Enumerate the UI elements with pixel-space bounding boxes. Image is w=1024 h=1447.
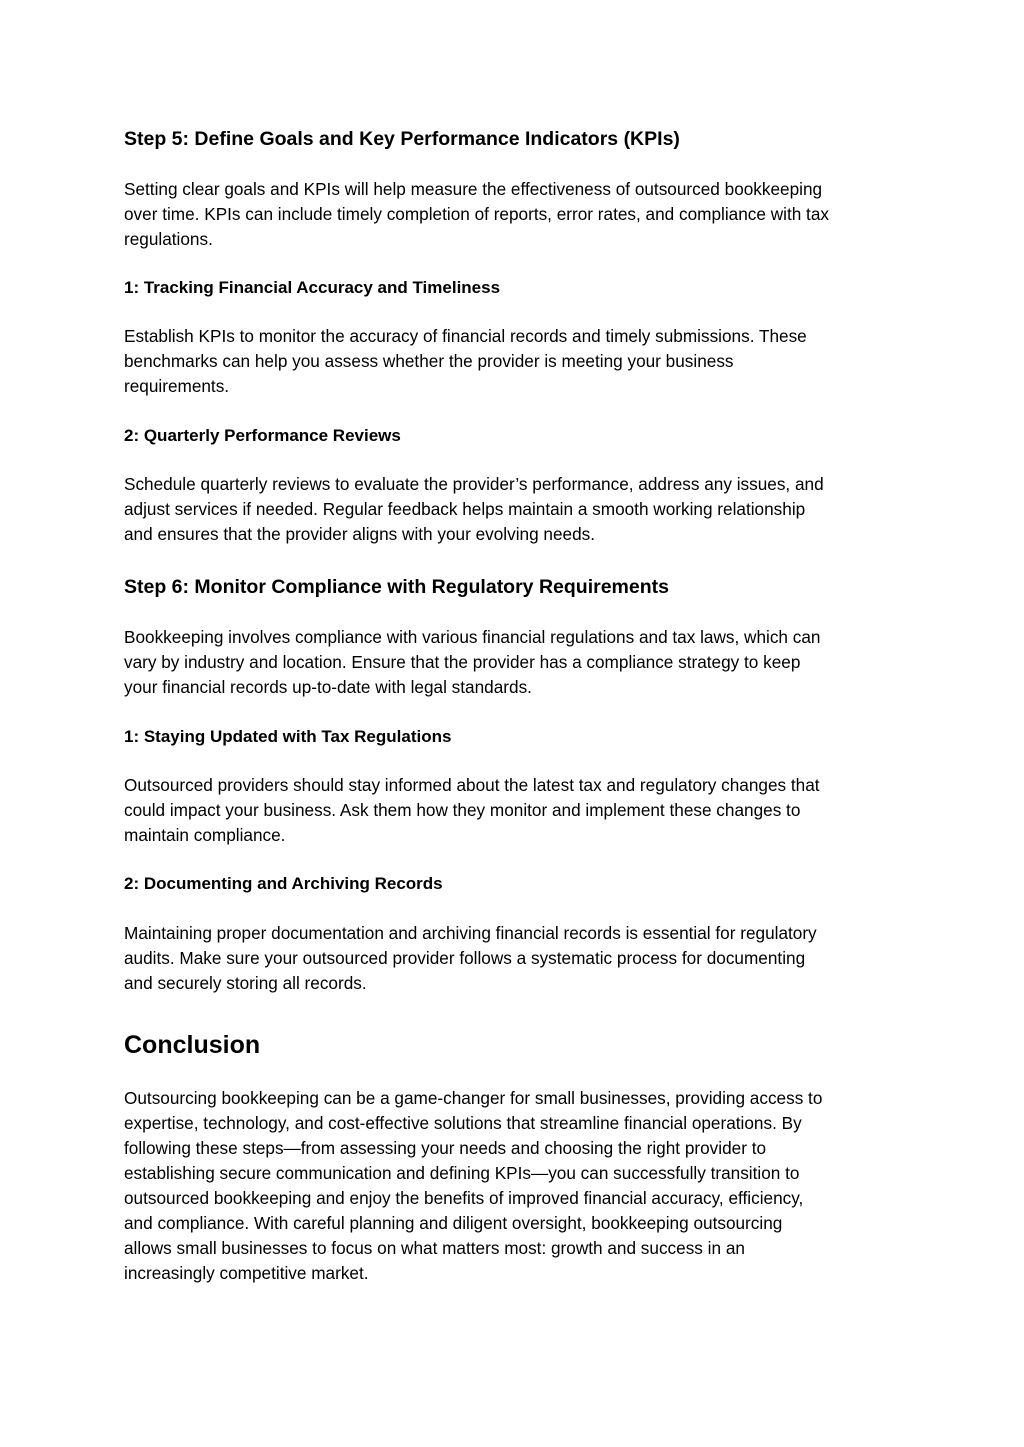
paragraph-line: expertise, technology, and cost-effective solutions that streamline financial operations. By — [124, 1113, 802, 1133]
conclusion-paragraph — [124, 1086, 904, 1286]
subsection-paragraph-archiving-records — [124, 921, 904, 996]
paragraph-line: maintain compliance. — [124, 825, 286, 845]
paragraph-line: and securely storing all records. — [124, 973, 367, 993]
section-paragraph-step-6 — [124, 625, 904, 700]
paragraph-line: could impact your business. Ask them how they monitor and implement these changes to — [124, 800, 801, 820]
subsection-paragraph-tracking-accuracy — [124, 324, 904, 399]
paragraph-line: Schedule quarterly reviews to evaluate the provider’s performance, address any issues, and — [124, 474, 824, 494]
paragraph-line: Maintaining proper documentation and archiving financial records is essential for regulatory — [124, 923, 817, 943]
section-paragraph-step-5 — [124, 177, 904, 252]
paragraph-line: regulations. — [124, 229, 213, 249]
subsection-heading-archiving-records: 2: Documenting and Archiving Records — [124, 874, 443, 893]
paragraph-line: Establish KPIs to monitor the accuracy of financial records and timely submissions. These — [124, 326, 807, 346]
section-heading-step-5: Step 5: Define Goals and Key Performance Indicators (KPIs) — [124, 128, 680, 150]
paragraph-line: Outsourced providers should stay informed about the latest tax and regulatory changes that — [124, 775, 820, 795]
paragraph-line: your financial records up-to-date with legal standards. — [124, 677, 532, 697]
paragraph-line: Bookkeeping involves compliance with various financial regulations and tax laws, which can — [124, 627, 821, 647]
subsection-heading-quarterly-reviews: 2: Quarterly Performance Reviews — [124, 426, 401, 445]
paragraph-line: and compliance. With careful planning and diligent oversight, bookkeeping outsourcing — [124, 1213, 783, 1233]
paragraph-line: and ensures that the provider aligns with your evolving needs. — [124, 524, 596, 544]
paragraph-line: benchmarks can help you assess whether the provider is meeting your business — [124, 351, 734, 371]
subsection-heading-tax-regulations: 1: Staying Updated with Tax Regulations — [124, 727, 452, 746]
paragraph-line: vary by industry and location. Ensure that the provider has a compliance strategy to keep — [124, 652, 801, 672]
paragraph-line: establishing secure communication and defining KPIs—you can successfully transition to — [124, 1163, 800, 1183]
paragraph-line: following these steps—from assessing your needs and choosing the right provider to — [124, 1138, 767, 1158]
section-heading-step-6: Step 6: Monitor Compliance with Regulatory Requirements — [124, 576, 669, 598]
paragraph-line: Outsourcing bookkeeping can be a game-changer for small businesses, providing access to — [124, 1088, 823, 1108]
subsection-paragraph-tax-regulations — [124, 773, 904, 848]
paragraph-line: adjust services if needed. Regular feedback helps maintain a smooth working relationship — [124, 499, 806, 519]
paragraph-line: audits. Make sure your outsourced provider follows a systematic process for documenting — [124, 948, 806, 968]
paragraph-line: over time. KPIs can include timely completion of reports, error rates, and compliance with tax — [124, 204, 829, 224]
paragraph-line: Setting clear goals and KPIs will help measure the effectiveness of outsourced bookkeeping — [124, 179, 823, 199]
paragraph-line: increasingly competitive market. — [124, 1263, 369, 1283]
conclusion-heading: Conclusion — [124, 1031, 261, 1059]
subsection-heading-tracking-accuracy: 1: Tracking Financial Accuracy and Timeliness — [124, 278, 501, 297]
paragraph-line: requirements. — [124, 376, 230, 396]
paragraph-line: outsourced bookkeeping and enjoy the benefits of improved financial accuracy, efficiency, — [124, 1188, 804, 1208]
subsection-paragraph-quarterly-reviews — [124, 472, 904, 547]
paragraph-line: allows small businesses to focus on what matters most: growth and success in an — [124, 1238, 745, 1258]
